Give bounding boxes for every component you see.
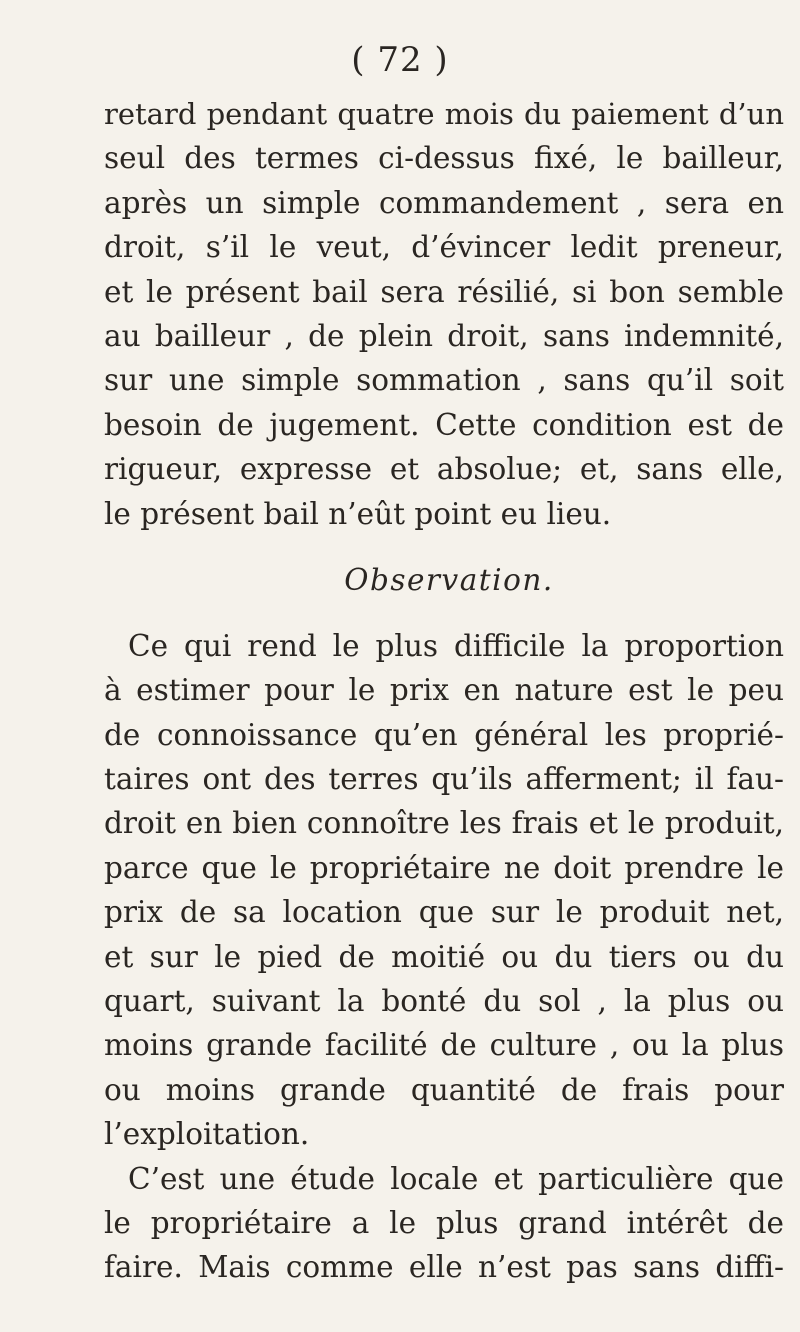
text-line: besoin de jugement. Cette condition est de	[104, 407, 784, 442]
text-line: prix de sa location que sur le produit net,	[104, 895, 784, 930]
text-line: droit, s’il le veut, d’évincer ledit preneur,	[104, 230, 784, 265]
paragraph-1	[104, 92, 784, 536]
text-line: le présent bail n’eût point eu lieu.	[104, 496, 612, 531]
text-line: moins grande facilité de culture , ou la plus	[104, 1028, 784, 1063]
text-body	[104, 92, 784, 1290]
text-line: faire. Mais comme elle n’est pas sans diffi-	[104, 1250, 784, 1285]
text-line: droit en bien connoître les frais et le produit,	[104, 806, 784, 841]
text-line: Ce qui rend le plus difficile la proportion	[128, 628, 784, 663]
text-line: de connoissance qu’en général les proprié-	[104, 717, 784, 752]
page-number: ( 72 )	[351, 40, 449, 80]
text-line: sur une simple sommation , sans qu’il soit	[104, 363, 784, 398]
text-line: après un simple commandement , sera en	[104, 185, 784, 220]
text-line: retard pendant quatre mois du paiement d’un	[104, 97, 784, 131]
text-line: C’est une étude locale et particulière que	[128, 1161, 784, 1196]
text-line: parce que le propriétaire ne doit prendre le	[104, 850, 784, 885]
text-line: rigueur, expresse et absolue; et, sans elle,	[104, 452, 784, 487]
text-line: l’exploitation.	[104, 1117, 310, 1152]
text-line: taires ont des terres qu’ils afferment; il fau-	[104, 762, 784, 797]
text-line: le propriétaire a le plus grand intérêt de	[104, 1205, 784, 1240]
text-line: et sur le pied de moitié ou du tiers ou du	[104, 939, 784, 974]
paragraph-3	[104, 1157, 784, 1290]
text-line: et le présent bail sera résilié, si bon semble	[104, 274, 784, 309]
paragraph-2	[104, 624, 784, 1157]
text-line: quart, suivant la bonté du sol , la plus ou	[104, 984, 784, 1019]
section-heading: Observation.	[344, 562, 554, 597]
text-line: ou moins grande quantité de frais pour	[104, 1072, 784, 1107]
text-line: seul des termes ci-dessus fixé, le bailleur,	[104, 141, 784, 176]
text-line: à estimer pour le prix en nature est le peu	[104, 673, 784, 708]
text-line: au bailleur , de plein droit, sans indemnité,	[104, 318, 784, 353]
